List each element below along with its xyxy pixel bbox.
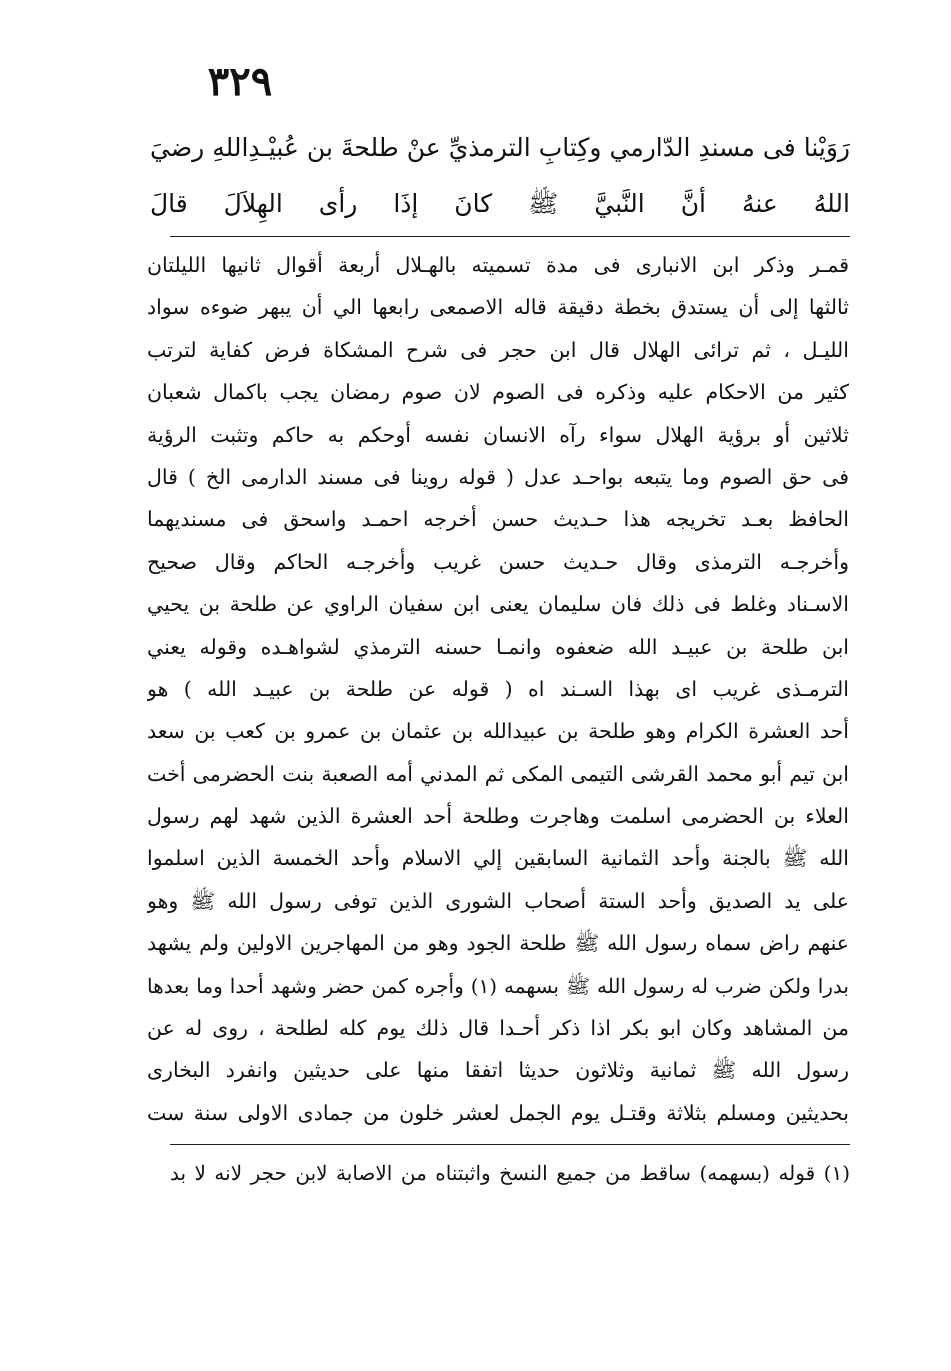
page-number: ٣٢٩: [207, 58, 273, 105]
commentary-line: وأخرجـه الترمذى وقال حـديث حسن غريب وأخرجـه الحاكم وقال صحيح: [147, 549, 849, 574]
commentary-line: الله ﷺ بالجنة وأحد الثمانية السابقين إلي الاسلام وأحد الخمسة الذين اسلموا: [147, 846, 849, 871]
commentary-line: الليـل ، ثم ترائى الهلال قال ابن حجر فى شرح المشكاة فرض كفاية لترتب: [147, 337, 849, 362]
commentary-line: بحديثين ومسلم بثلاثة وقتـل يوم الجمل لعشر خلون من جمادى الاولى سنة ست: [147, 1100, 849, 1125]
commentary-line: ابن تيم أبو محمد القرشى التيمى المكى ثم المدني أمه الصعبة بنت الحضرمى أخت: [147, 761, 849, 786]
commentary-line: الترمـذى غريب اى بهذا السـند اه ( قوله عن طلحة بن عبيـد الله ) هو: [147, 676, 849, 701]
commentary-line: أحد العشرة الكرام وهو طلحة بن عبيدالله بن عثمان بن عمرو بن كعب بن سعد: [147, 719, 849, 744]
commentary-line: على يد الصديق وأحد الستة أصحاب الشورى الذين توفى رسول الله ﷺ وهو: [147, 888, 849, 913]
commentary-line: عنهم راض سماه رسول الله ﷺ طلحة الجود وهو من المهاجرين الاولين ولم يشهد: [147, 931, 849, 956]
footnote-divider: [170, 1144, 850, 1145]
commentary-line: بدرا ولكن ضرب له رسول الله ﷺ بسهمه (١) وأجره كمن حضر وشهد أحدا وما بعدها: [147, 973, 849, 998]
hadith-line: رَوَيْنا فى مسندِ الدّارمي وكِتابِ الترمذيِّ عنْ طلحةَ بن عُبيْـدِاللهِ رضيَ: [150, 133, 850, 162]
commentary-line: قمـر وذكر ابن الانبارى فى مدة تسميته بالهـلال أربعة أقوال ثانيها الليلتان: [147, 253, 849, 277]
commentary-line: ثالثها إلى أن يستدق بخطة دقيقة قاله الاصمعى رابعها الي أن يبهر ضوءه سواد: [147, 295, 849, 320]
commentary-text: [147, 244, 849, 1134]
commentary-line: من المشاهد وكان ابو بكر اذا ذكر أحـدا قال ذلك يوم كله لطلحة ، روى له عن: [147, 1016, 849, 1041]
commentary-line: العلاء بن الحضرمى اسلمت وهاجرت وطلحة أحد العشرة الذين شهد لهم رسول: [147, 804, 849, 829]
commentary-line: ابن طلحة بن عبيـد الله ضعفوه وانمـا حسنه الترمذي لشواهـده وقوله يعني: [147, 634, 849, 659]
section-divider: [170, 236, 850, 237]
hadith-text: [150, 120, 850, 232]
commentary-line: الاسـناد وغلط فى ذلك فان سليمان يعنى ابن سفيان الراوي عن طلحة بن يحيي: [147, 592, 849, 617]
commentary-line: كثير من الاحكام عليه وذكره فى الصوم لان صوم رمضان يجب باكمال شعبان: [147, 380, 849, 405]
commentary-line: رسول الله ﷺ ثمانية وثلاثون حديثا اتفقا منها على حديثين وانفرد البخارى: [147, 1058, 849, 1083]
hadith-line: اللهُ عنهُ أنَّ النَّبيَّ ﷺ كانَ إذَا رأى الهِلاَلَ قالَ: [150, 189, 850, 218]
commentary-line: الحافظ بعـد تخريجه هذا حـديث حسن أخرجه احمـد واسحق فى مسنديهما: [147, 507, 849, 532]
footnote: (١) قوله (بسهمه) ساقط من جميع النسخ واثبتناه من الاصابة لابن حجر لانه لا بد: [170, 1161, 850, 1185]
commentary-line: ثلاثين أو برؤية الهلال سواء رآه الانسان نفسه أوحكم به حاكم وتثبت الرؤية: [147, 422, 849, 447]
commentary-line: فى حق الصوم وما يتبعه بواحـد عدل ( قوله روينا فى مسند الدارمى الخ ) قال: [147, 464, 849, 489]
